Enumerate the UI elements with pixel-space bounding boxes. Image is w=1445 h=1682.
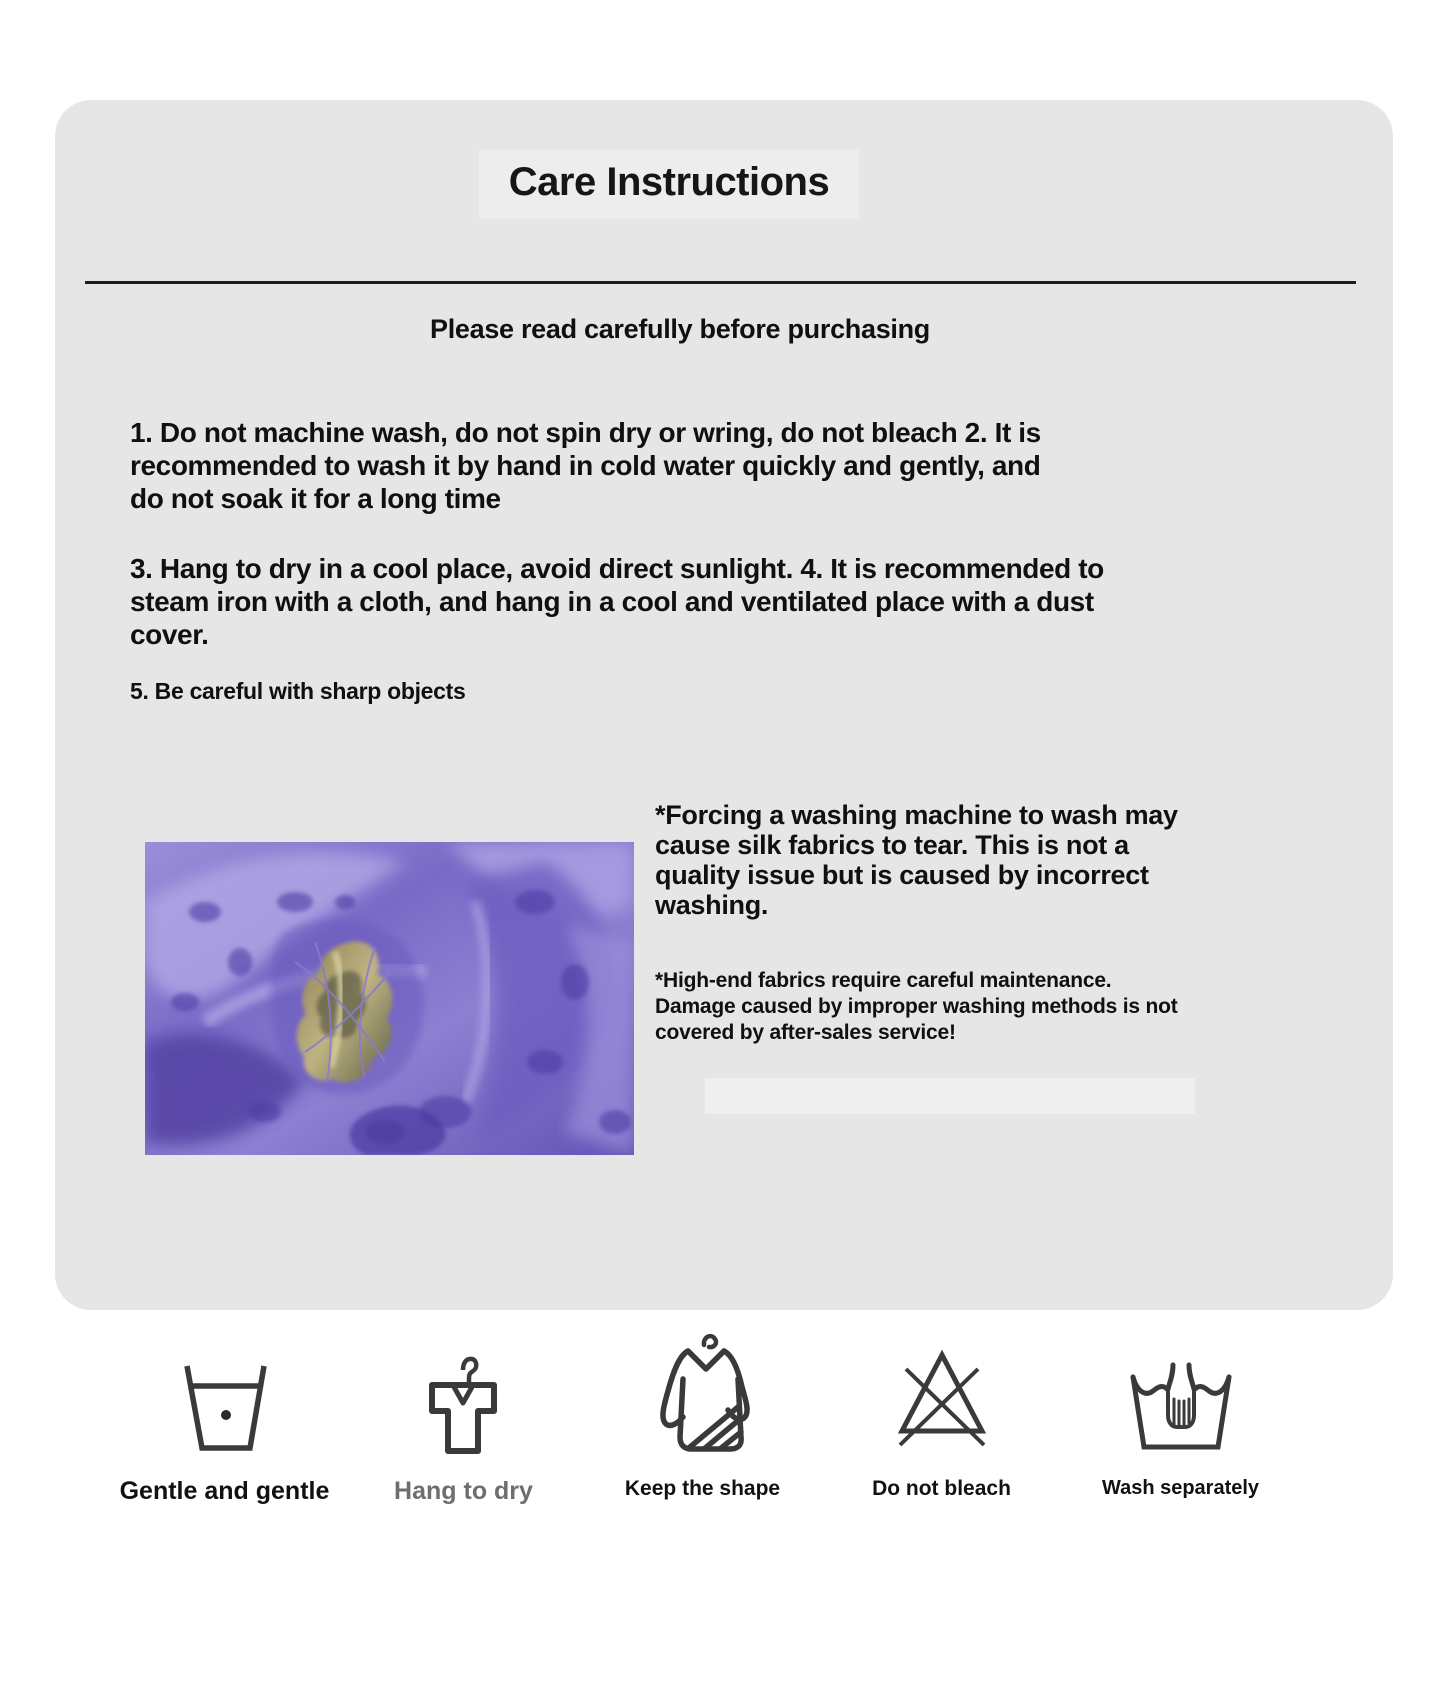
care-symbol-label: Hang to dry — [394, 1477, 533, 1505]
intro-note: Please read carefully before purchasing — [429, 314, 930, 344]
care-symbol-hang-to-dry — [344, 1330, 583, 1506]
fabric-damage-image — [145, 842, 634, 1155]
do-not-bleach-icon — [886, 1330, 998, 1455]
sharp-objects-note: 5. Be careful with sharp objects — [130, 678, 466, 704]
hang-to-dry-icon — [410, 1330, 518, 1455]
care-symbol-label: Gentle and gentle — [119, 1477, 330, 1505]
care-symbols-row — [105, 1330, 1300, 1506]
care-symbol-label: Do not bleach — [872, 1477, 1011, 1500]
care-symbol-wash-separately — [1061, 1330, 1300, 1506]
page-title: Care Instructions — [479, 150, 859, 219]
care-card — [55, 100, 1393, 1310]
keep-shape-icon — [644, 1330, 762, 1455]
after-sales-warning: *High-end fabrics require careful maintenance. Damage caused by improper washing methods is not covered by after-sales service! — [655, 969, 1178, 1044]
care-symbol-keep-shape — [583, 1330, 822, 1506]
torn-silk-fabric-illustration — [145, 842, 634, 1155]
care-symbol-gentle-wash — [105, 1330, 344, 1506]
care-paragraph-2: 3. Hang to dry in a cool place, avoid direct sunlight. 4. It is recommended to steam iron with a cloth, and hang in a cool and ventilated place with a dust cover. — [130, 553, 1104, 650]
care-symbol-label: Wash separately — [1101, 1477, 1260, 1499]
care-symbol-label: Keep the shape — [624, 1477, 781, 1500]
care-symbol-do-not-bleach — [822, 1330, 1061, 1506]
wash-separately-icon — [1125, 1330, 1237, 1455]
watermark-band — [705, 1078, 1195, 1114]
care-paragraph-1: 1. Do not machine wash, do not spin dry or wring, do not bleach 2. It is recommended to wash it by hand in cold water quickly and gently, and do not soak it for a long time — [130, 417, 1041, 514]
gentle-wash-icon — [175, 1330, 275, 1455]
machine-wash-warning: *Forcing a washing machine to wash may cause silk fabrics to tear. This is not a quality issue but is caused by incorrect washing. — [655, 800, 1178, 920]
title-divider — [85, 281, 1356, 284]
title-row — [55, 150, 1393, 219]
